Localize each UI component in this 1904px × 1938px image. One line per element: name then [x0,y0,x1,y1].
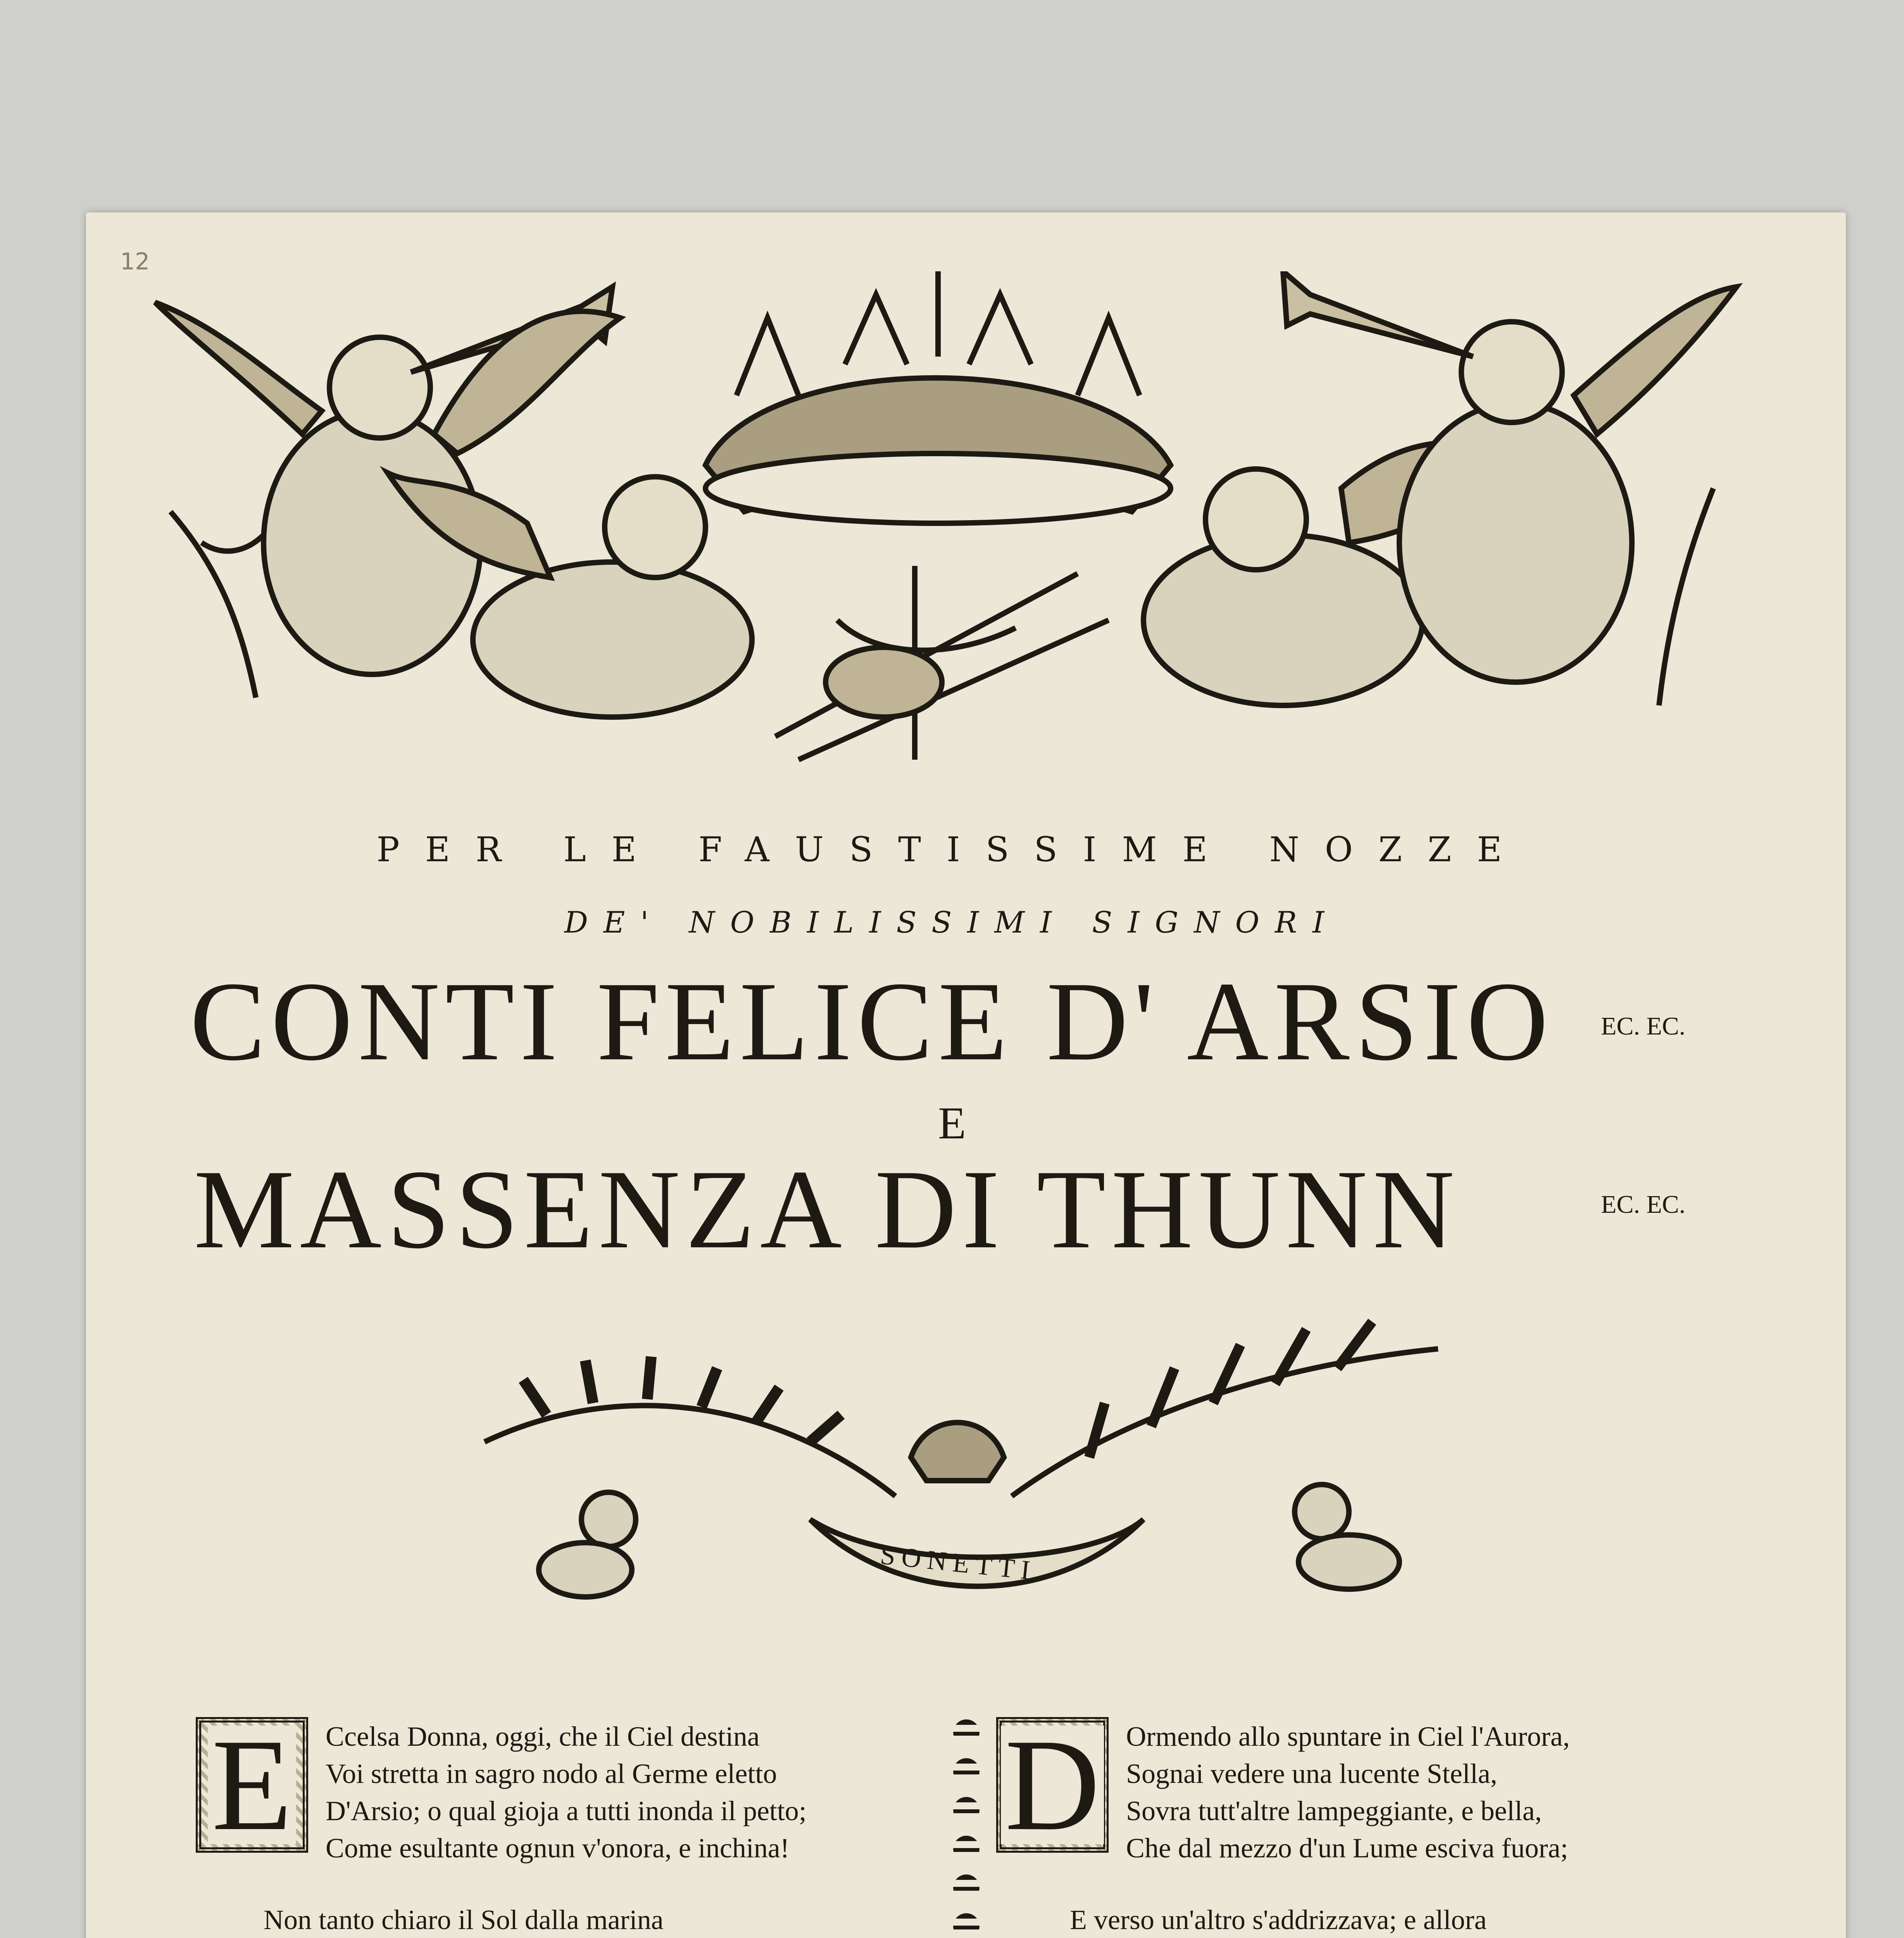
verse-line: D'Arsio; o qual gioja a tutti inonda il petto; [326,1795,807,1826]
crown-small-icon [911,1422,1004,1481]
ribbon-left [171,512,264,698]
arms-trophy-icon [775,566,1109,760]
palm-crown-woodcut [469,1318,1446,1659]
left-sonnet-stanza-2 [264,1901,786,1938]
right-sonnet-stanza-2 [1070,1901,1661,1938]
verse-line: Che dal mezzo d'un Lume esciva fuora; [1126,1833,1568,1864]
left-cherub-head [329,337,430,438]
right-trumpet-icon [1283,271,1473,357]
vertical-ornament-divider [953,1713,980,1938]
bride-name: MASSENZA DI THUNN [194,1147,1460,1272]
verse-line: Come esultante ognun v'onora, e inchina! [326,1833,790,1864]
heading-occasion: PER LE FAUSTISSIME NOZZE [376,829,1528,869]
right-wing-icon [1574,287,1737,434]
verse-line: Sognai vedere una lucente Stella, [1126,1758,1497,1789]
conjunction: E [938,1098,966,1148]
right-putto-body [1299,1535,1399,1589]
right-sonnet-stanza-1 [1126,1718,1570,1867]
inner-right-cherub-head [1206,469,1306,570]
sonetti-label: SONETTI. [879,1540,1051,1588]
left-putto-icon [581,1492,636,1547]
left-wing-small-icon [155,302,322,434]
crown-band [705,453,1171,523]
verse-line: Ccelsa Donna, oggi, che il Ciel destina [326,1721,760,1752]
heading-honorific: DE' NOBILISSIMI SIGNORI [564,905,1340,940]
left-laurel-leaves [523,1357,841,1442]
verse-line: Non tanto chiaro il Sol dalla marina [264,1904,664,1935]
verse-line: E verso un'altro s'addrizzava; e allora [1070,1904,1487,1935]
shield-icon [826,647,942,717]
groom-name: CONTI FELICE D' ARSIO [190,959,1554,1084]
inner-left-cherub-head [605,477,705,578]
right-cherub-body [1399,403,1632,682]
inner-left-cherub-body [473,562,752,717]
dropcap-right: D [996,1717,1109,1853]
ribbon-right [1659,488,1713,705]
verse-line: Sovra tutt'altre lampeggiante, e bella, [1126,1795,1542,1826]
left-sonnet-stanza-1 [326,1718,807,1867]
left-cherub-body [264,411,481,674]
cherubs-crown-woodcut [140,271,1748,795]
left-putto-body [539,1543,632,1597]
dropcap-left: E [196,1717,308,1853]
bride-etc: EC. EC. [1601,1190,1686,1219]
pencil-note: 12 [120,248,150,275]
verse-line: Ormendo allo spuntare in Ciel l'Aurora, [1126,1721,1570,1752]
right-cherub-head [1461,322,1562,422]
left-wing-icon [434,311,620,453]
right-putto-icon [1295,1485,1349,1539]
verse-line: Voi stretta in sagro nodo al Germe eletto [326,1758,777,1789]
groom-etc: EC. EC. [1601,1012,1686,1040]
